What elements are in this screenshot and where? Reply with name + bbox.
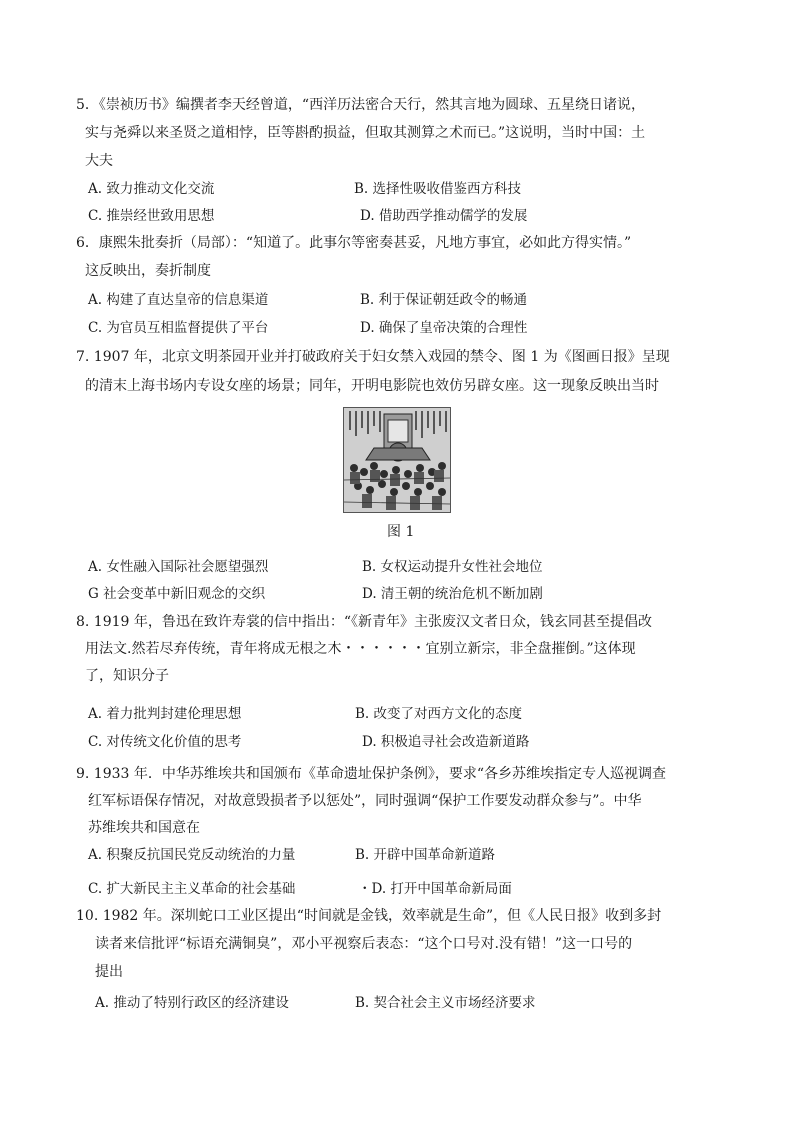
q8-option-a: A. 着力批判封建伦理思想 <box>88 706 242 722</box>
q8-option-d: D. 积极追寻社会改造新道路 <box>362 734 530 750</box>
q5-option-a: A. 致力推动文化交流 <box>88 181 215 197</box>
q7-option-a: A. 女性融入国际社会愿望强烈 <box>88 559 269 575</box>
q6-option-d: D. 确保了皇帝决策的合理性 <box>360 320 528 336</box>
q10-option-a: A. 推动了特别行政区的经济建设 <box>95 995 289 1011</box>
q7-option-b: B. 女权运动提升女性社会地位 <box>362 559 543 575</box>
q9-option-a: A. 积聚反抗国民党反动统治的力量 <box>88 847 296 863</box>
figure-1-caption: 图 1 <box>387 524 415 540</box>
q5-option-b: B. 选择性吸收借鉴西方科技 <box>354 181 522 197</box>
q10-option-b: B. 契合社会主义市场经济要求 <box>355 995 536 1011</box>
q8-stem-line3: 了，知识分子 <box>85 668 169 684</box>
q6-stem-line2: 这反映出，奏折制度 <box>85 263 211 279</box>
q9-option-c: C. 扩大新民主主义革命的社会基础 <box>88 881 296 897</box>
q7-stem-line2: 的清末上海书场内专设女座的场景；同年，开明电影院也效仿另辟女座。这一现象反映出当时 <box>85 378 659 394</box>
q10-stem-line1: 10. 1982 年。深圳蛇口工业区提出“时间就是金钱，效率就是生命”，但《人民日报》收到多封 <box>76 908 662 924</box>
q9-stem-line3: 苏维埃共和国意在 <box>88 820 200 836</box>
q6-option-c: C. 为官员互相监督提供了平台 <box>88 320 269 336</box>
q6-stem-line1: 6．康熙朱批奏折（局部）：“知道了。此事尔等密奏甚妥，凡地方事宜，必如此方得实情。” <box>76 235 632 251</box>
q7-option-d: D. 清王朝的统治危机不断加剧 <box>362 586 543 602</box>
q6-option-a: A. 构建了直达皇帝的信息渠道 <box>88 292 269 308</box>
q5-stem-line1: 5．《崇祯历书》编撰者李天经曾道，“西洋历法密合天行，然其言地为圆球、五星绕日诸说， <box>76 97 646 113</box>
q7-option-c: G 社会变革中新旧观念的交织 <box>88 586 266 602</box>
figure-1-illustration <box>343 407 451 513</box>
q7-stem-line1: 7. 1907 年，北京文明茶园开业并打破政府关于妇女禁入戏园的禁令、图 1 为《图画日报》呈现 <box>76 349 670 365</box>
q5-stem-line2: 实与尧舜以来圣贤之道相悖，臣等斟酌损益，但取其测算之术而已。”这说明，当时中国：土 <box>85 125 646 141</box>
q9-stem-line2: 红军标语保存情况，对故意毁损者予以惩处”，同时强调“保护工作要发动群众参与”。中华 <box>88 793 642 809</box>
theater-scene-engraving <box>344 408 450 512</box>
q8-stem-line2: 用法文.然若尽弃传统，青年将成无根之木・・・・・・宜别立新宗，非全盘摧倒。”这体现 <box>85 641 636 657</box>
q5-stem-line3: 大夫 <box>85 153 113 169</box>
q10-stem-line3: 提出 <box>95 964 123 980</box>
q5-option-c: C. 推崇经世致用思想 <box>88 208 215 224</box>
q6-option-b: B. 利于保证朝廷政令的畅通 <box>360 292 528 308</box>
q9-option-b: B. 开辟中国革命新道路 <box>355 847 496 863</box>
q9-stem-line1: 9. 1933 年．中华苏维埃共和国颁布《革命遗址保护条例》，要求“各乡苏维埃指定专人巡视调查 <box>76 766 667 782</box>
q8-stem-line1: 8. 1919 年，鲁迅在致许寿裳的信中指出：“《新青年》主张废汉文者日众，钱玄同甚至提倡改 <box>76 614 653 630</box>
q9-option-d: ・D. 打开中国革命新局面 <box>358 881 512 897</box>
q10-stem-line2: 读者来信批评“标语充满铜臭”，邓小平视察后表态：“这个口号对.没有错！”这一口号的 <box>95 936 633 952</box>
q8-option-b: B. 改变了对西方文化的态度 <box>355 706 523 722</box>
q5-option-d: D. 借助西学推动儒学的发展 <box>360 208 528 224</box>
q8-option-c: C. 对传统文化价值的思考 <box>88 734 242 750</box>
